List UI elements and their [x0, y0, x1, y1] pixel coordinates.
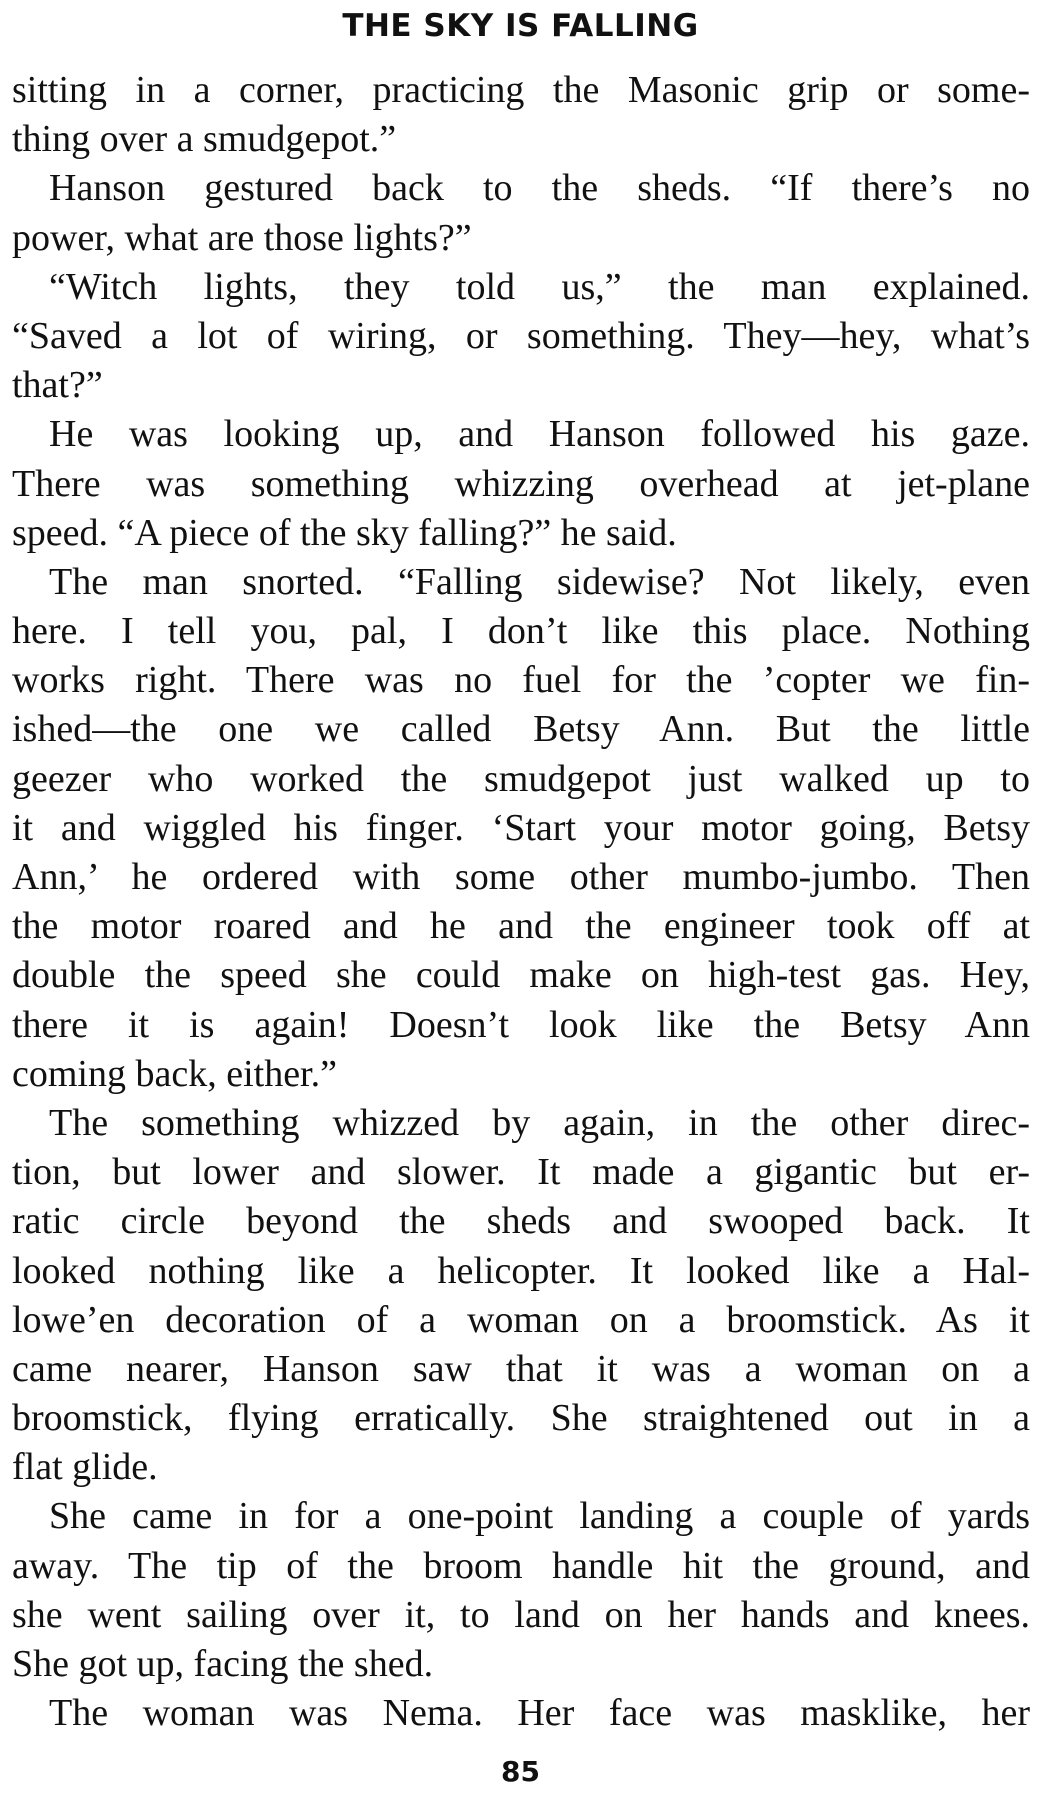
text-line: double the speed she could make on high-test gas. Hey,: [12, 954, 1030, 997]
text-line: She came in for a one-point landing a couple of yards: [49, 1495, 1030, 1538]
text-line: ished—the one we called Betsy Ann. But the little: [12, 708, 1030, 751]
text-line: She got up, facing the shed.: [12, 1643, 434, 1685]
text-line: works right. There was no fuel for the ’copter we fin-: [12, 659, 1030, 702]
text-line: the motor roared and he and the engineer took off at: [12, 905, 1030, 948]
text-line: she went sailing over it, to land on her hands and knees.: [12, 1593, 1030, 1636]
text-line: away. The tip of the broom handle hit the ground, and: [12, 1544, 1030, 1587]
text-line: thing over a smudgepot.”: [12, 118, 397, 161]
text-line: came nearer, Hanson saw that it was a woman on a: [12, 1347, 1030, 1390]
text-line: tion, but lower and slower. It made a gigantic but er-: [12, 1151, 1030, 1194]
text-line: power, what are those lights?”: [12, 216, 472, 259]
text-line: geezer who worked the smudgepot just walked up to: [12, 757, 1030, 800]
text-line: there it is again! Doesn’t look like the Betsy Ann: [12, 1003, 1030, 1046]
text-line: “Witch lights, they told us,” the man explained.: [49, 265, 1030, 308]
text-line: There was something whizzing overhead at jet-plane: [12, 462, 1030, 505]
text-line: it and wiggled his finger. ‘Start your motor going, Betsy: [12, 806, 1030, 849]
text-line: broomstick, flying erratically. She straightened out in a: [12, 1397, 1030, 1440]
text-line: here. I tell you, pal, I don’t like this place. Nothing: [12, 610, 1030, 653]
text-line: speed. “A piece of the sky falling?” he said.: [12, 511, 677, 554]
text-line: flat glide.: [12, 1446, 158, 1489]
text-line: The something whizzed by again, in the other direc-: [49, 1101, 1030, 1144]
text-line: Hanson gestured back to the sheds. “If there’s no: [49, 167, 1030, 210]
body-text: [12, 66, 1030, 1738]
page-number: 85: [501, 1755, 540, 1788]
text-line: that?”: [12, 364, 103, 407]
text-line: Ann,’ he ordered with some other mumbo-jumbo. Then: [12, 856, 1030, 898]
text-line: The man snorted. “Falling sidewise? Not likely, even: [49, 560, 1030, 603]
text-line: looked nothing like a helicopter. It looked like a Hal-: [12, 1249, 1030, 1292]
text-line: “Saved a lot of wiring, or something. They—hey, what’s: [12, 314, 1030, 357]
text-line: He was looking up, and Hanson followed his gaze.: [49, 413, 1030, 456]
running-head: THE SKY IS FALLING: [342, 8, 699, 44]
text-line: lowe’en decoration of a woman on a broomstick. As it: [12, 1298, 1030, 1341]
text-line: ratic circle beyond the sheds and swooped back. It: [12, 1200, 1030, 1243]
text-line: coming back, either.”: [12, 1052, 337, 1095]
text-line: sitting in a corner, practicing the Masonic grip or some-: [12, 69, 1030, 111]
text-line: The woman was Nema. Her face was masklike, her: [49, 1692, 1030, 1735]
